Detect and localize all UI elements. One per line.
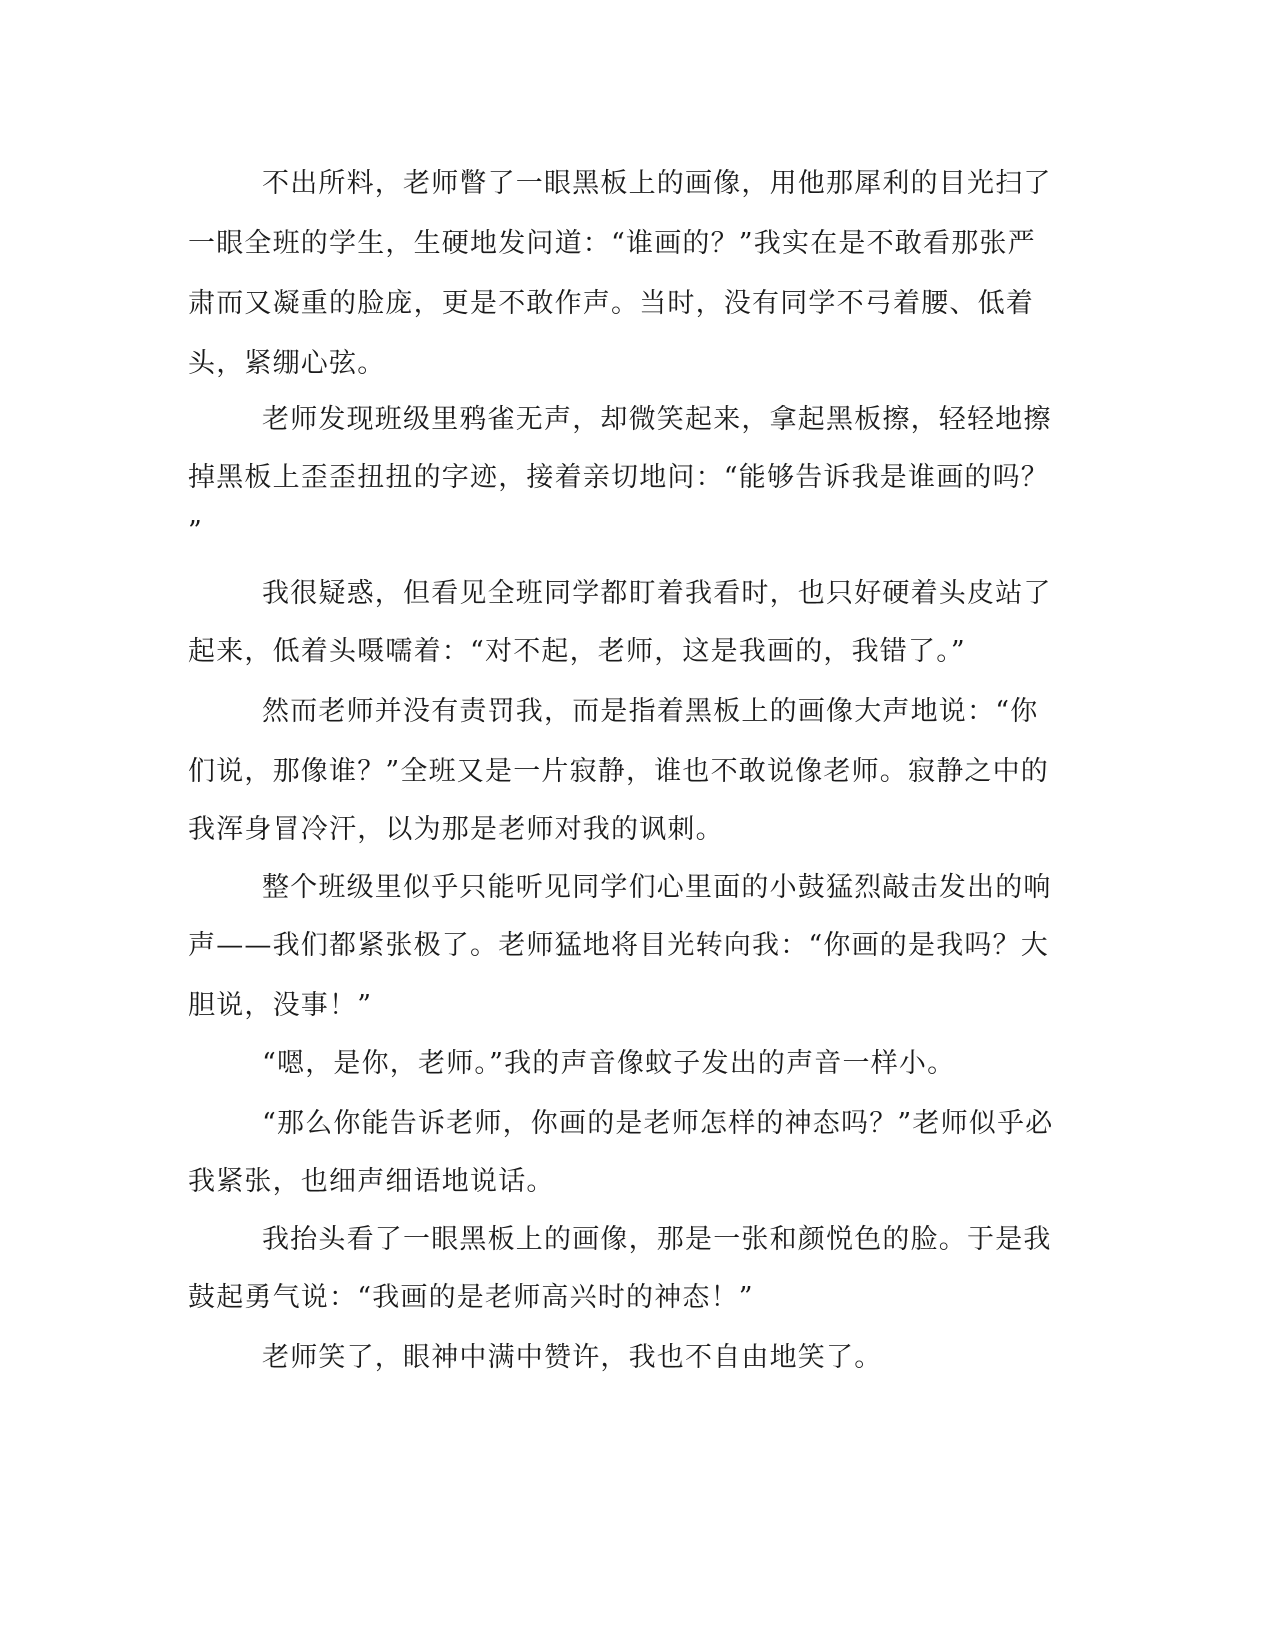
- paragraph-1-line-4: 头，紧绷心弦。: [188, 348, 386, 379]
- paragraph-7-line-2: 我紧张，也细声细语地说话。: [188, 1166, 555, 1197]
- paragraph-4-line-1: 然而老师并没有责罚我，而是指着黑板上的画像大声地说：“你: [262, 696, 1039, 727]
- paragraph-2-line-2: 掉黑板上歪歪扭扭的字迹，接着亲切地问：“能够告诉我是谁画的吗？: [188, 462, 1050, 493]
- paragraph-9-line-1: 老师笑了，眼神中满中赞许，我也不自由地笑了。: [262, 1342, 883, 1373]
- paragraph-3-line-2: 起来，低着头嗫嚅着：“对不起，老师，这是我画的，我错了。”: [188, 636, 966, 667]
- paragraph-8-line-2: 鼓起勇气说：“我画的是老师高兴时的神态！”: [188, 1282, 754, 1313]
- paragraph-7-line-1: “那么你能告诉老师，你画的是老师怎样的神态吗？”老师似乎必: [262, 1108, 1054, 1139]
- paragraph-3-line-1: 我很疑惑，但看见全班同学都盯着我看时，也只好硬着头皮站了: [262, 578, 1052, 609]
- paragraph-1-line-3: 肃而又凝重的脸庞，更是不敢作声。当时，没有同学不弓着腰、低着: [188, 288, 1034, 319]
- paragraph-5-line-2: 声——我们都紧张极了。老师猛地将目光转向我：“你画的是我吗？大: [188, 930, 1050, 961]
- paragraph-4-line-3: 我浑身冒冷汗，以为那是老师对我的讽刺。: [188, 814, 724, 845]
- paragraph-2-line-1: 老师发现班级里鸦雀无声，却微笑起来，拿起黑板擦，轻轻地擦: [262, 404, 1052, 435]
- paragraph-4-line-2: 们说，那像谁？”全班又是一片寂静，谁也不敢说像老师。寂静之中的: [188, 756, 1050, 787]
- paragraph-2-line-3: ”: [188, 516, 204, 547]
- paragraph-1-line-1: 不出所料，老师瞥了一眼黑板上的画像，用他那犀利的目光扫了: [262, 168, 1052, 199]
- paragraph-6-line-1: “嗯，是你，老师。”我的声音像蚊子发出的声音一样小。: [262, 1048, 956, 1079]
- paragraph-1-line-2: 一眼全班的学生，生硬地发问道：“谁画的？”我实在是不敢看那张严: [188, 228, 1036, 259]
- paragraph-5-line-3: 胆说，没事！”: [188, 990, 373, 1021]
- paragraph-8-line-1: 我抬头看了一眼黑板上的画像，那是一张和颜悦色的脸。于是我: [262, 1224, 1052, 1255]
- paragraph-5-line-1: 整个班级里似乎只能听见同学们心里面的小鼓猛烈敲击发出的响: [262, 872, 1052, 903]
